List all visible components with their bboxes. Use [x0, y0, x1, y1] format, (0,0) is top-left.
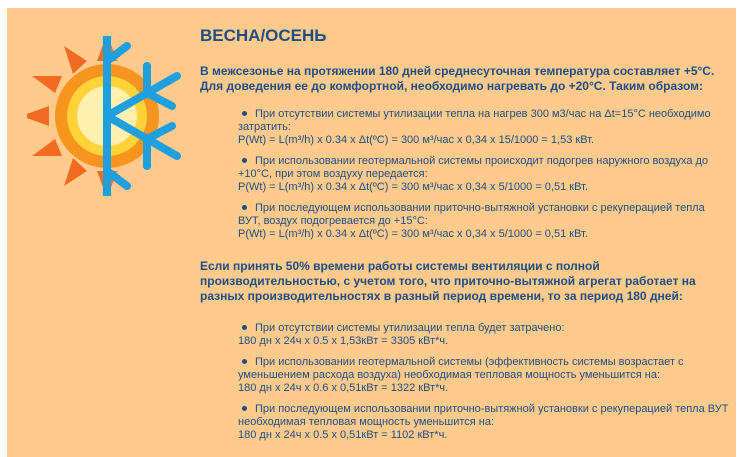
list-item: При отсутствии системы утилизации тепла на нагрев 300 м3/час на Δt=15°C необходимо затратить: P(Wt) = L(m³/h) x 0.34 x Δt(ºC) = 300 м³/час x 0,34 x 15/1000 = 1,53 кВт. — [238, 108, 711, 146]
sun-snowflake-icon — [27, 36, 187, 196]
bullet-icon — [242, 406, 247, 411]
list-item: При последующем использовании приточно-вытяжной установки с рекуперацией тепла ВУТ необходимая тепловая мощность уменьшится на: 180 дн x 24ч x 0.5 x 0,51кВт = 1102 кВт*ч. — [238, 403, 729, 441]
list-item: При отсутствии системы утилизации тепла будет затрачено: 180 дн x 24ч x 0.5 x 1,53кВт = 3305 кВт*ч. — [238, 322, 565, 347]
bullet-icon — [242, 158, 247, 163]
page-title: ВЕСНА/ОСЕНЬ — [200, 26, 327, 45]
list-item: При использовании геотермальной системы происходит подогрев наружного воздуха до +10°C, при этом воздуху передается: P(Wt) = L(m³/h) x 0.34 x Δt(ºC) = 300 м³/час x 0,34 x 5/1000 = 0,51 кВт. — [238, 155, 709, 193]
bullet-icon — [242, 325, 247, 330]
bullet-icon — [242, 205, 247, 210]
bullet-icon — [242, 359, 247, 364]
list-item: При использовании геотермальной системы (эффективность системы возрастает с уменьшением расхода воздуха) необходимая тепловая мощность уменьшится на: 180 дн x 24ч x 0.6 x 0,51кВт = 1322 кВт*ч. — [238, 356, 684, 394]
list-item: При последующем использовании приточно-вытяжной установки с рекуперацией тепла ВУТ, воздух подогревается до +15°C: P(Wt) = L(m³/h) x 0.34 x Δt(ºC) = 300 м³/час x 0,34 x 5/1000 = 0,51 кВт. — [238, 202, 705, 240]
article — [200, 26, 730, 450]
calc-list-power — [200, 108, 730, 241]
bullet-icon — [242, 111, 247, 116]
summary-paragraph: Если принять 50% времени работы системы вентиляции с полной производительностью, с учетом того, что приточно-вытяжной агрегат работает на разных производительностях в разный период времени, то за период 180 дней: — [200, 259, 696, 303]
calc-list-energy — [200, 322, 730, 442]
intro-paragraph: В межсезонье на протяжении 180 дней среднесуточная температура составляет +5°C. Для доведения ее до комфортной, необходимо нагревать до +20°C. Таким образом: — [200, 64, 715, 93]
content-panel — [7, 8, 736, 457]
